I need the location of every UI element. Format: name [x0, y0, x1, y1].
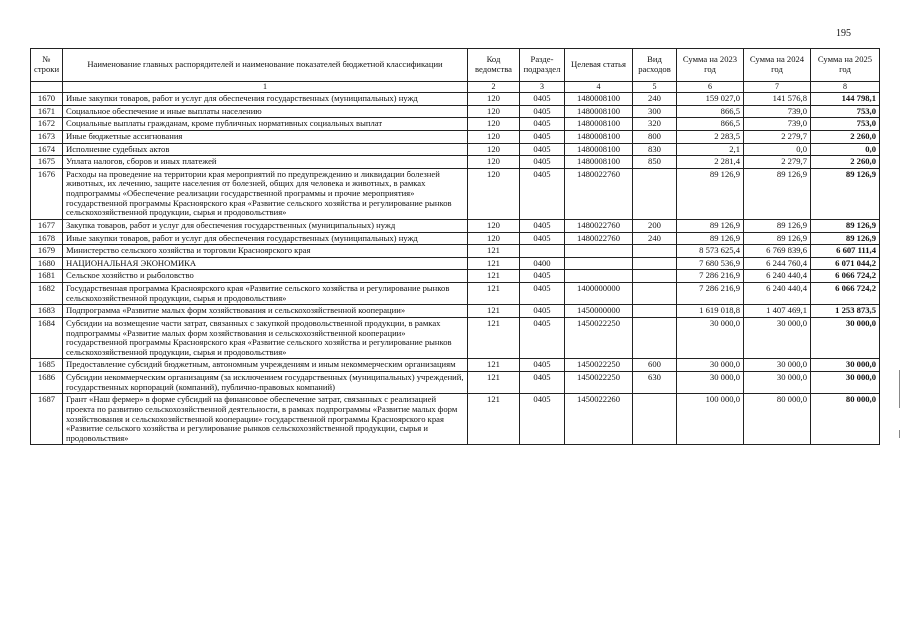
table-row [31, 270, 880, 283]
cell-sec: 0405 [520, 219, 565, 232]
cell-s23: 89 126,9 [677, 219, 744, 232]
cell-num: 1671 [31, 105, 63, 118]
cell-dept: 120 [468, 130, 520, 143]
table-row [31, 317, 880, 359]
cell-name: Министерство сельского хозяйства и торговли Красноярского края [63, 245, 468, 258]
cell-target: 1450022260 [565, 394, 633, 445]
table-body [31, 93, 880, 445]
cell-target: 1450022250 [565, 372, 633, 394]
cell-name: Субсидии некоммерческим организациям (за исключением государственных (муниципальных) учреждений, государственных корпораций (компаний), публично-правовых компаний) [63, 372, 468, 394]
cell-num: 1681 [31, 270, 63, 283]
cell-num: 1675 [31, 156, 63, 169]
cell-sec: 0405 [520, 118, 565, 131]
cell-dept: 121 [468, 245, 520, 258]
cell-name: Субсидии на возмещение части затрат, связанных с закупкой продовольственной продукции, в рамках подпрограммы «Развитие малых форм хозяйствования и сельскохозяйственной кооперации» государственной программы Красноярского края «Развитие сельского хозяйства и регулирование рынков сельскохозяйственной продукции, сырья и продовольствия» [63, 317, 468, 359]
cell-s25: 1 253 873,5 [811, 305, 880, 318]
cell-sec: 0405 [520, 283, 565, 305]
cell-s25: 80 000,0 [811, 394, 880, 445]
cell-target: 1480008100 [565, 156, 633, 169]
table-row [31, 130, 880, 143]
cell-dept: 121 [468, 394, 520, 445]
cell-s24: 89 126,9 [744, 232, 811, 245]
column-number: 2 [468, 82, 520, 93]
cell-s24: 80 000,0 [744, 394, 811, 445]
table-row [31, 232, 880, 245]
cell-target: 1450022250 [565, 359, 633, 372]
cell-target: 1480008100 [565, 143, 633, 156]
cell-s24: 1 407 469,1 [744, 305, 811, 318]
cell-s25: 89 126,9 [811, 232, 880, 245]
cell-s23: 7 680 536,9 [677, 257, 744, 270]
cell-sec: 0405 [520, 156, 565, 169]
cell-sec [520, 245, 565, 258]
cell-dept: 120 [468, 168, 520, 219]
scan-artifact [899, 370, 900, 408]
cell-s25: 30 000,0 [811, 359, 880, 372]
scan-artifact [899, 430, 900, 438]
header-s23: Сумма на 2023 год [677, 49, 744, 82]
cell-type: 850 [633, 156, 677, 169]
column-number: 5 [633, 82, 677, 93]
cell-num: 1680 [31, 257, 63, 270]
cell-s25: 2 260,0 [811, 156, 880, 169]
cell-sec: 0405 [520, 130, 565, 143]
cell-num: 1686 [31, 372, 63, 394]
cell-type: 630 [633, 372, 677, 394]
cell-dept: 121 [468, 359, 520, 372]
cell-type [633, 317, 677, 359]
cell-s24: 30 000,0 [744, 359, 811, 372]
cell-dept: 120 [468, 219, 520, 232]
cell-s25: 0,0 [811, 143, 880, 156]
cell-num: 1679 [31, 245, 63, 258]
cell-s23: 2 283,5 [677, 130, 744, 143]
cell-s25: 753,0 [811, 118, 880, 131]
table-row [31, 168, 880, 219]
cell-target: 1480022760 [565, 168, 633, 219]
cell-s24: 739,0 [744, 118, 811, 131]
cell-dept: 120 [468, 143, 520, 156]
budget-table [30, 48, 880, 445]
cell-dept: 121 [468, 305, 520, 318]
cell-num: 1682 [31, 283, 63, 305]
cell-s24: 2 279,7 [744, 156, 811, 169]
cell-dept: 121 [468, 270, 520, 283]
cell-s24: 6 769 839,6 [744, 245, 811, 258]
cell-name: Подпрограмма «Развитие малых форм хозяйствования и сельскохозяйственной кооперации» [63, 305, 468, 318]
cell-dept: 120 [468, 232, 520, 245]
cell-sec: 0405 [520, 143, 565, 156]
cell-s25: 753,0 [811, 105, 880, 118]
cell-name: Расходы на проведение на территории края мероприятий по предупреждению и ликвидации болезней животных, их лечению, защите населения от болезней, общих для человека и животных, в рамках подпрограммы «Обеспечение реализации государственной программы и прочие мероприятия» государственной программы Красноярского края «Развитие сельского хозяйства и регулирование рынков сельскохозяйственной продукции, сырья и продовольствия» [63, 168, 468, 219]
cell-name: НАЦИОНАЛЬНАЯ ЭКОНОМИКА [63, 257, 468, 270]
cell-num: 1676 [31, 168, 63, 219]
table-row [31, 283, 880, 305]
cell-target [565, 257, 633, 270]
header-type: Вид расходов [633, 49, 677, 82]
cell-type [633, 394, 677, 445]
cell-s25: 6 066 724,2 [811, 270, 880, 283]
cell-target [565, 270, 633, 283]
cell-name: Социальные выплаты гражданам, кроме публичных нормативных социальных выплат [63, 118, 468, 131]
cell-s23: 866,5 [677, 118, 744, 131]
cell-num: 1670 [31, 93, 63, 106]
cell-s25: 89 126,9 [811, 168, 880, 219]
cell-num: 1685 [31, 359, 63, 372]
cell-s24: 6 240 440,4 [744, 270, 811, 283]
column-number: 8 [811, 82, 880, 93]
cell-s25: 2 260,0 [811, 130, 880, 143]
column-number: 4 [565, 82, 633, 93]
header-num: № строки [31, 49, 63, 82]
cell-target: 1480008100 [565, 105, 633, 118]
cell-num: 1683 [31, 305, 63, 318]
cell-s25: 6 071 044,2 [811, 257, 880, 270]
cell-target: 1480022760 [565, 232, 633, 245]
cell-name: Закупка товаров, работ и услуг для обеспечения государственных (муниципальных) нужд [63, 219, 468, 232]
table-row [31, 394, 880, 445]
table-row [31, 305, 880, 318]
cell-s24: 89 126,9 [744, 168, 811, 219]
cell-s23: 7 286 216,9 [677, 283, 744, 305]
cell-s23: 7 286 216,9 [677, 270, 744, 283]
cell-sec: 0405 [520, 270, 565, 283]
cell-type [633, 283, 677, 305]
cell-sec: 0405 [520, 305, 565, 318]
table-row [31, 372, 880, 394]
cell-type: 320 [633, 118, 677, 131]
cell-s24: 2 279,7 [744, 130, 811, 143]
cell-s24: 30 000,0 [744, 317, 811, 359]
cell-dept: 121 [468, 372, 520, 394]
cell-s25: 144 798,1 [811, 93, 880, 106]
header-target: Целевая статья [565, 49, 633, 82]
cell-type: 830 [633, 143, 677, 156]
cell-type: 200 [633, 219, 677, 232]
cell-s23: 30 000,0 [677, 359, 744, 372]
column-number: 1 [63, 82, 468, 93]
header-row [31, 49, 880, 82]
cell-type: 300 [633, 105, 677, 118]
cell-num: 1687 [31, 394, 63, 445]
cell-type [633, 245, 677, 258]
cell-type [633, 270, 677, 283]
cell-s23: 30 000,0 [677, 372, 744, 394]
column-number: 3 [520, 82, 565, 93]
cell-dept: 121 [468, 317, 520, 359]
cell-s23: 30 000,0 [677, 317, 744, 359]
cell-s24: 739,0 [744, 105, 811, 118]
cell-num: 1673 [31, 130, 63, 143]
cell-sec: 0400 [520, 257, 565, 270]
cell-type [633, 168, 677, 219]
cell-dept: 120 [468, 156, 520, 169]
header-sec: Разде-подраздел [520, 49, 565, 82]
cell-name: Иные бюджетные ассигнования [63, 130, 468, 143]
cell-s23: 89 126,9 [677, 232, 744, 245]
cell-target: 1450000000 [565, 305, 633, 318]
cell-sec: 0405 [520, 394, 565, 445]
table-row [31, 245, 880, 258]
cell-num: 1677 [31, 219, 63, 232]
cell-num: 1672 [31, 118, 63, 131]
cell-s24: 6 240 440,4 [744, 283, 811, 305]
header-s25: Сумма на 2025 год [811, 49, 880, 82]
cell-name: Сельское хозяйство и рыболовство [63, 270, 468, 283]
cell-type [633, 305, 677, 318]
cell-name: Предоставление субсидий бюджетным, автономным учреждениям и иным некоммерческим организациям [63, 359, 468, 372]
cell-s23: 89 126,9 [677, 168, 744, 219]
cell-dept: 120 [468, 105, 520, 118]
cell-num: 1678 [31, 232, 63, 245]
cell-dept: 121 [468, 257, 520, 270]
cell-s24: 89 126,9 [744, 219, 811, 232]
cell-target: 1480008100 [565, 118, 633, 131]
table-row [31, 219, 880, 232]
cell-sec: 0405 [520, 359, 565, 372]
table-row [31, 143, 880, 156]
cell-type: 240 [633, 232, 677, 245]
cell-dept: 120 [468, 93, 520, 106]
cell-sec: 0405 [520, 93, 565, 106]
cell-sec: 0405 [520, 317, 565, 359]
cell-name: Уплата налогов, сборов и иных платежей [63, 156, 468, 169]
cell-name: Государственная программа Красноярского края «Развитие сельского хозяйства и регулирование рынков сельскохозяйственной продукции, сырья и продовольствия» [63, 283, 468, 305]
cell-sec: 0405 [520, 372, 565, 394]
table-row [31, 93, 880, 106]
cell-type: 800 [633, 130, 677, 143]
cell-s24: 30 000,0 [744, 372, 811, 394]
cell-num: 1684 [31, 317, 63, 359]
header-s24: Сумма на 2024 год [744, 49, 811, 82]
cell-s23: 2 281,4 [677, 156, 744, 169]
cell-target [565, 245, 633, 258]
cell-name: Социальное обеспечение и иные выплаты населению [63, 105, 468, 118]
cell-num: 1674 [31, 143, 63, 156]
cell-name: Иные закупки товаров, работ и услуг для обеспечения государственных (муниципальных) нужд [63, 232, 468, 245]
cell-s23: 866,5 [677, 105, 744, 118]
cell-s25: 6 066 724,2 [811, 283, 880, 305]
cell-s25: 30 000,0 [811, 372, 880, 394]
cell-dept: 121 [468, 283, 520, 305]
cell-target: 1450022250 [565, 317, 633, 359]
cell-s25: 30 000,0 [811, 317, 880, 359]
cell-type: 600 [633, 359, 677, 372]
cell-dept: 120 [468, 118, 520, 131]
cell-type: 240 [633, 93, 677, 106]
cell-s23: 2,1 [677, 143, 744, 156]
cell-target: 1480008100 [565, 130, 633, 143]
page-number: 195 [836, 28, 851, 39]
table-row [31, 156, 880, 169]
cell-s25: 89 126,9 [811, 219, 880, 232]
cell-name: Исполнение судебных актов [63, 143, 468, 156]
cell-s24: 0,0 [744, 143, 811, 156]
cell-sec: 0405 [520, 232, 565, 245]
table-row [31, 118, 880, 131]
column-number: 6 [677, 82, 744, 93]
cell-target: 1480022760 [565, 219, 633, 232]
cell-sec: 0405 [520, 168, 565, 219]
cell-s23: 1 619 018,8 [677, 305, 744, 318]
cell-s24: 141 576,8 [744, 93, 811, 106]
cell-s23: 8 573 625,4 [677, 245, 744, 258]
cell-s24: 6 244 760,4 [744, 257, 811, 270]
column-number-row [31, 82, 880, 93]
table-row [31, 359, 880, 372]
header-name: Наименование главных распорядителей и наименование показателей бюджетной классификации [63, 49, 468, 82]
cell-target: 1480008100 [565, 93, 633, 106]
cell-target: 1400000000 [565, 283, 633, 305]
column-number: 7 [744, 82, 811, 93]
cell-name: Иные закупки товаров, работ и услуг для обеспечения государственных (муниципальных) нужд [63, 93, 468, 106]
table-row [31, 105, 880, 118]
cell-type [633, 257, 677, 270]
cell-name: Грант «Наш фермер» в форме субсидий на финансовое обеспечение затрат, связанных с реализацией проекта по развитию сельскохозяйственной деятельности, в рамках подпрограммы «Развитие малых форм хозяйствования и сельскохозяйственной кооперации» государственной программы Красноярского края «Развитие сельского хозяйства и регулирование рынков сельскохозяйственной продукции, сырья и продовольствия» [63, 394, 468, 445]
cell-s25: 6 607 111,4 [811, 245, 880, 258]
column-number [31, 82, 63, 93]
cell-sec: 0405 [520, 105, 565, 118]
cell-s23: 100 000,0 [677, 394, 744, 445]
header-dept: Код ведомства [468, 49, 520, 82]
table-row [31, 257, 880, 270]
cell-s23: 159 027,0 [677, 93, 744, 106]
